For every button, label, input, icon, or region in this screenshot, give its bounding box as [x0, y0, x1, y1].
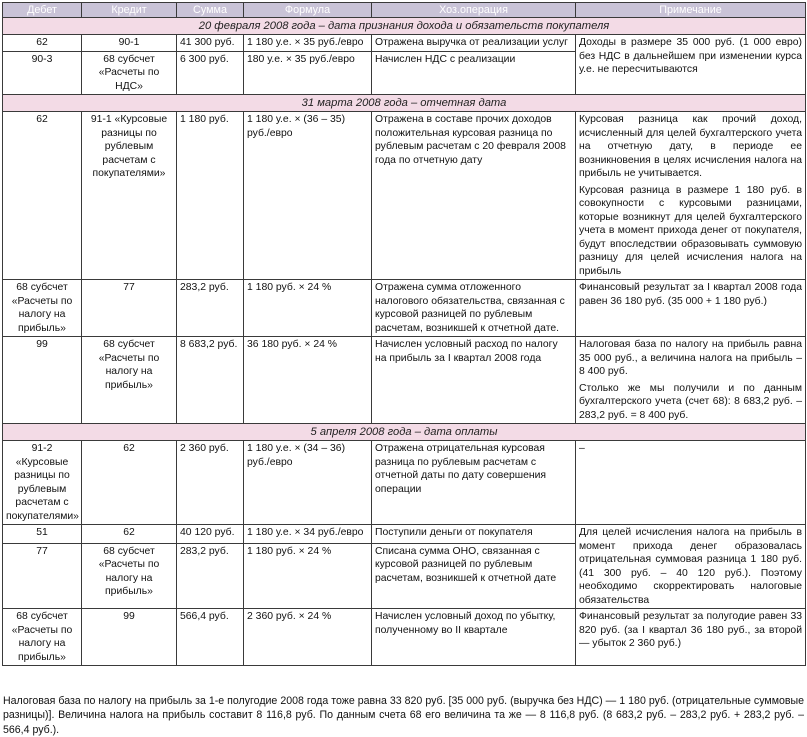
note-cell	[576, 112, 806, 280]
note-paragraph: Для целей исчисления налога на прибыль в момент прихода денег образовалась отрицательная суммовая разница 1 180 руб. (41 300 руб. – 40 120 руб.). Поэтому необходимо скорректировать налоговые обязательства	[579, 527, 802, 606]
credit-cell: 91-1 «Курсовые разницы по рублевым расчетам с покупателями»	[82, 112, 177, 280]
section-title: 5 апреля 2008 года – дата оплаты	[3, 424, 806, 441]
debit-cell: 99	[3, 337, 82, 424]
credit-cell: 68 субсчет «Расчеты по налогу на прибыль»	[82, 337, 177, 424]
sum-cell: 41 300 руб.	[177, 35, 244, 52]
note-paragraph: Курсовая разница как прочий доход, исчисленный для целей бухгалтерского учета на отчетную дату, в периоде ее возникновения в целях исчисления налога на прибыль не учитывается.	[579, 114, 802, 179]
sum-header: Сумма	[177, 3, 244, 18]
section-header	[3, 95, 806, 112]
credit-cell: 68 субсчет «Расчеты по налогу на прибыль»	[82, 543, 177, 608]
table-row	[3, 280, 806, 337]
note-paragraph: Доходы в размере 35 000 руб. (1 000 евро) без НДС в дальнейшем при изменении курса у.е. не пересчитываются	[579, 37, 802, 75]
credit-cell: 68 субсчет «Расчеты по НДС»	[82, 51, 177, 95]
debit-header: Дебет	[3, 3, 82, 18]
sum-cell: 283,2 руб.	[177, 543, 244, 608]
credit-cell: 62	[82, 441, 177, 525]
operation-cell: Начислен условный расход по налогу на прибыль за I квартал 2008 года	[372, 337, 576, 424]
note-header: Примечание	[576, 3, 806, 18]
sum-cell: 40 120 руб.	[177, 525, 244, 544]
note-paragraph: Финансовый результат за полугодие равен 33 820 руб. (за I квартал 36 180 руб., за второй — убыток 2 360 руб.)	[579, 611, 802, 649]
header-row	[3, 3, 806, 18]
note-paragraph: Финансовый результат за I квартал 2008 года равен 36 180 руб. (35 000 + 1 180 руб.)	[579, 282, 802, 307]
debit-cell: 62	[3, 35, 82, 52]
note-cell	[576, 280, 806, 337]
credit-cell: 90-1	[82, 35, 177, 52]
table-row	[3, 337, 806, 424]
note-cell	[576, 337, 806, 424]
sum-cell: 283,2 руб.	[177, 280, 244, 337]
section-title: 31 марта 2008 года – отчетная дата	[3, 95, 806, 112]
operation-cell: Отражена в составе прочих доходов положительная курсовая разница по рублевым расчетам с 20 февраля 2008 года по отчетную дату	[372, 112, 576, 280]
formula-cell: 180 у.е. × 35 руб./евро	[244, 51, 372, 95]
formula-cell: 1 180 у.е. × 34 руб./евро	[244, 525, 372, 544]
debit-cell: 68 субсчет «Расчеты по налогу на прибыль»	[3, 280, 82, 337]
operation-cell: Поступили деньги от покупателя	[372, 525, 576, 544]
table-row	[3, 441, 806, 525]
formula-cell: 2 360 руб. × 24 %	[244, 609, 372, 666]
note-cell	[576, 441, 806, 525]
table-row	[3, 112, 806, 280]
debit-cell: 51	[3, 525, 82, 544]
operation-header: Хоз.операция	[372, 3, 576, 18]
formula-cell: 1 180 у.е. × 35 руб./евро	[244, 35, 372, 52]
section-header	[3, 18, 806, 35]
operation-cell: Отражена сумма отложенного налогового обязательства, связанная с курсовой разницей по рублевым расчетам, возникшей к отчетной дате.	[372, 280, 576, 337]
debit-cell: 68 субсчет «Расчеты по налогу на прибыль»	[3, 609, 82, 666]
credit-cell: 77	[82, 280, 177, 337]
table-row	[3, 35, 806, 52]
sum-cell: 566,4 руб.	[177, 609, 244, 666]
operation-cell: Отражена отрицательная курсовая разница по рублевым расчетам с отчетной даты по дату совершения операции	[372, 441, 576, 525]
section-title: 20 февраля 2008 года – дата признания дохода и обязательств покупателя	[3, 18, 806, 35]
formula-cell: 36 180 руб. × 24 %	[244, 337, 372, 424]
debit-cell: 77	[3, 543, 82, 608]
ledger-table	[2, 2, 806, 666]
note-cell	[576, 35, 806, 95]
formula-cell: 1 180 у.е. × (34 – 36) руб./евро	[244, 441, 372, 525]
operation-cell: Отражена выручка от реализации услуг	[372, 35, 576, 52]
note-cell	[576, 525, 806, 609]
sum-cell: 6 300 руб.	[177, 51, 244, 95]
formula-cell: 1 180 у.е. × (36 – 35) руб./евро	[244, 112, 372, 280]
credit-cell: 99	[82, 609, 177, 666]
sum-cell: 8 683,2 руб.	[177, 337, 244, 424]
credit-cell: 62	[82, 525, 177, 544]
operation-cell: Списана сумма ОНО, связанная с курсовой разницей по рублевым расчетам, возникшей к отчетной дате	[372, 543, 576, 608]
note-paragraph: Столько же мы получили и по данным бухгалтерского учета (счет 68): 8 683,2 руб. – 283,2 руб. = 8 400 руб.	[579, 382, 802, 421]
operation-cell: Начислен условный доход по убытку, полученному во II квартале	[372, 609, 576, 666]
section-header	[3, 424, 806, 441]
note-cell	[576, 609, 806, 666]
note-paragraph: –	[579, 443, 585, 454]
note-paragraph: Налоговая база по налогу на прибыль равна 35 000 руб., а величина налога на прибыль – 8 400 руб.	[579, 339, 802, 377]
sum-cell: 1 180 руб.	[177, 112, 244, 280]
formula-header: Формула	[244, 3, 372, 18]
credit-header: Кредит	[82, 3, 177, 18]
footnote: Налоговая база по налогу на прибыль за 1-е полугодие 2008 года тоже равна 33 820 руб. [35 000 руб. (выручка без НДС) — 1 180 руб. (отрицательные суммовые разницы)]. Величина налога на прибыль составит 8 116,8 руб. По данным счета 68 его величина та же — 8 116,8 руб. (8 683,2 руб. – 283,2 руб. + 283,2 руб. – 566,4 руб.).	[3, 694, 804, 736]
sum-cell: 2 360 руб.	[177, 441, 244, 525]
operation-cell: Начислен НДС с реализации	[372, 51, 576, 95]
formula-cell: 1 180 руб. × 24 %	[244, 543, 372, 608]
table-row	[3, 525, 806, 544]
debit-cell: 90-3	[3, 51, 82, 95]
debit-cell: 62	[3, 112, 82, 280]
table-row	[3, 609, 806, 666]
note-paragraph: Курсовая разница в размере 1 180 руб. в совокупности с курсовыми разницами, которые возникнут для целей бухгалтерского учета в момент прихода денег от покупателя, будут впоследствии образовывать суммовую разницу для целей исчисления налога на прибыль	[579, 184, 802, 277]
debit-cell: 91-2 «Курсовые разницы по рублевым расчетам с покупателями»	[3, 441, 82, 525]
formula-cell: 1 180 руб. × 24 %	[244, 280, 372, 337]
